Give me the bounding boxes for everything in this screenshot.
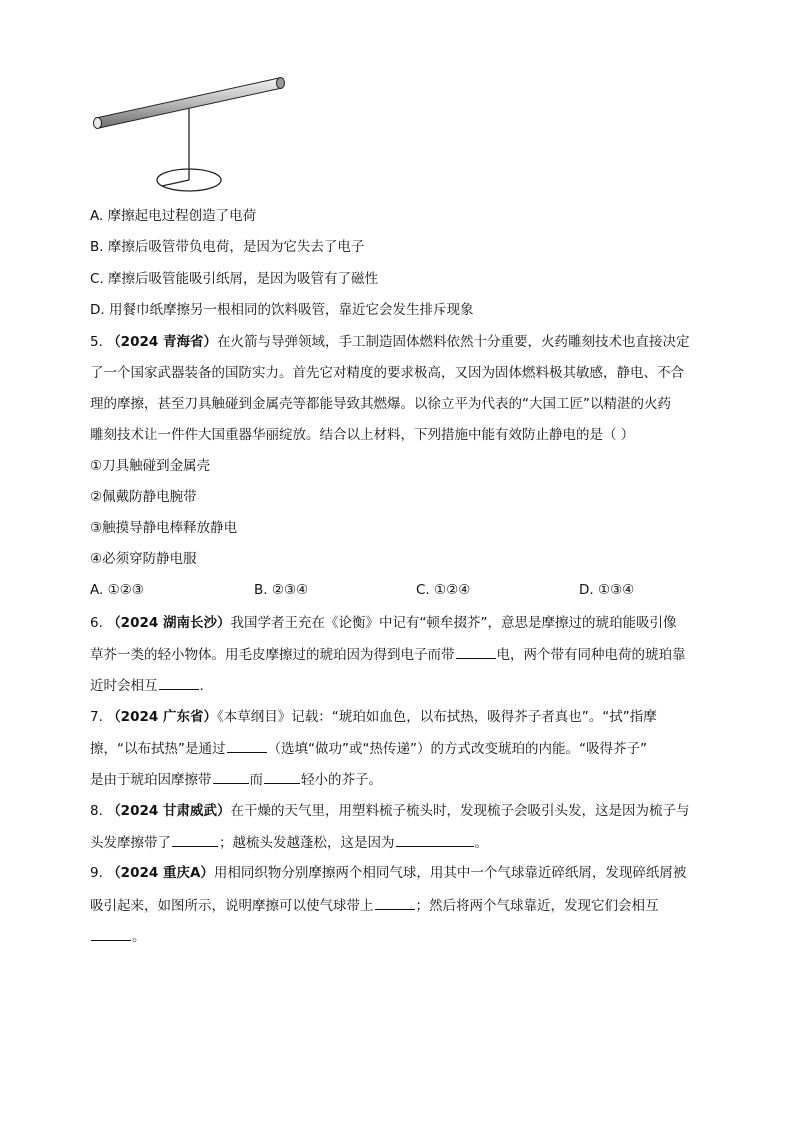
q6-blank-2[interactable] <box>159 676 199 690</box>
q8-text-2c: 。 <box>474 835 488 851</box>
q6-line-1 <box>90 614 676 632</box>
q5-item-3: ③触摸导静电棒释放静电 <box>90 520 238 536</box>
q9-text-1: 用相同织物分别摩擦两个相同气球，用其中一个气球靠近碎纸屑，发现碎纸屑被 <box>213 865 687 881</box>
q8-blank-2[interactable] <box>396 833 474 847</box>
q6-text-3a: 近时会相互 <box>90 678 158 694</box>
q7-text-3a: 是由于琥珀因摩擦带 <box>90 772 212 788</box>
q8-text-1: 在干燥的天气里，用塑料梳子梳头时，发现梳子会吸引头发，这是因为梳子与 <box>230 803 690 819</box>
q6-text-3b: . <box>199 678 204 694</box>
q5-item-2: ②佩戴防静电腕带 <box>90 489 197 505</box>
q6-blank-1[interactable] <box>456 645 496 659</box>
q8-line-2 <box>90 833 488 852</box>
q5-option-a: A. ①②③ <box>90 582 144 598</box>
q9-blank-2[interactable] <box>91 927 131 941</box>
q8-source: （2024 甘肃威武） <box>107 803 231 819</box>
q5-item-1: ①刀具触碰到金属壳 <box>90 458 211 474</box>
q9-blank-1[interactable] <box>375 896 415 910</box>
q9-number: 9. <box>90 865 103 881</box>
q7-text-1: 《本草纲目》记载：“琥珀如血色，以布拭热，吸得芥子者真也”。“拭”指摩 <box>216 709 657 725</box>
q5-source: （2024 青海省） <box>107 334 217 350</box>
q8-text-2a: 头发摩擦带了 <box>90 835 171 851</box>
q9-source: （2024 重庆A） <box>107 865 214 881</box>
q8-line-1 <box>90 802 689 820</box>
q6-text-2a: 草芥一类的轻小物体。用毛皮摩擦过的琥珀因为得到电子而带 <box>90 647 455 663</box>
straw-on-pivot-illustration <box>86 74 296 194</box>
q8-number: 8. <box>90 803 103 819</box>
q6-number: 6. <box>90 615 103 631</box>
q9-line-3 <box>90 927 146 946</box>
q8-blank-1[interactable] <box>172 833 218 847</box>
q7-number: 7. <box>90 709 103 725</box>
q7-blank-3[interactable] <box>264 770 300 784</box>
q7-text-3c: 轻小的芥子。 <box>301 772 382 788</box>
q9-text-2b: ；然后将两个气球靠近，发现它们会相互 <box>415 898 659 914</box>
q7-line-2 <box>90 739 647 758</box>
q7-line-1 <box>90 708 657 726</box>
q5-item-4: ④必须穿防静电服 <box>90 551 197 567</box>
q4-option-b: B. 摩擦后吸管带负电荷，是因为它失去了电子 <box>90 239 365 255</box>
q8-text-2b: ；越梳头发越蓬松，这是因为 <box>219 835 395 851</box>
q7-text-2a: 擦，“以布拭热”是通过 <box>90 741 226 757</box>
q5-line-3: 理的摩擦，甚至刀具触碰到金属壳等都能导致其燃爆。以徐立平为代表的“大国工匠”以精湛的火药 <box>90 396 671 412</box>
q4-option-a: A. 摩擦起电过程创造了电荷 <box>90 208 257 224</box>
q9-text-2a: 吸引起来，如图所示，说明摩擦可以使气球带上 <box>90 898 374 914</box>
q5-number: 5. <box>90 334 103 350</box>
straw-pivot-figure <box>86 74 296 198</box>
q6-text-1: 我国学者王充在《论衡》中记有“顿牟掇芥”，意思是摩擦过的琥珀能吸引像 <box>230 615 677 631</box>
q6-line-3 <box>90 676 204 695</box>
q5-line-4: 雕刻技术让一件件大国重器华丽绽放。结合以上材料，下列措施中能有效防止静电的是（ ） <box>90 427 635 443</box>
q9-line-2 <box>90 896 659 915</box>
q7-text-2b: （选填“做功”或“热传递”）的方式改变琥珀的内能。“吸得芥子” <box>267 741 647 757</box>
q4-option-d: D. 用餐巾纸摩擦另一根相同的饮料吸管，靠近它会发生排斥现象 <box>90 302 474 318</box>
q5-option-c: C. ①②④ <box>416 582 471 598</box>
q7-blank-2[interactable] <box>213 770 249 784</box>
q5-line-1 <box>90 333 689 351</box>
q6-source: （2024 湖南长沙） <box>107 615 231 631</box>
q6-text-2b: 电，两个带有同种电荷的琥珀靠 <box>496 647 686 663</box>
q9-line-1 <box>90 864 686 882</box>
q6-line-2 <box>90 645 686 664</box>
q4-option-c: C. 摩擦后吸管能吸引纸屑，是因为吸管有了磁性 <box>90 271 379 287</box>
q7-blank-1[interactable] <box>227 739 267 753</box>
q7-text-3b: 而 <box>249 772 263 788</box>
q5-option-d: D. ①③④ <box>579 582 635 598</box>
q5-text-1: 在火箭与导弹领域，手工制造固体燃料依然十分重要，火药雕刻技术也直接决定 <box>216 334 690 350</box>
q7-line-3 <box>90 770 382 789</box>
q7-source: （2024 广东省） <box>107 709 217 725</box>
q5-option-b: B. ②③④ <box>254 582 309 598</box>
q5-line-2: 了一个国家武器装备的国防实力。首先它对精度的要求极高，又因为固体燃料极其敏感，静电、不合 <box>90 365 684 381</box>
q9-text-3b: 。 <box>132 929 146 945</box>
